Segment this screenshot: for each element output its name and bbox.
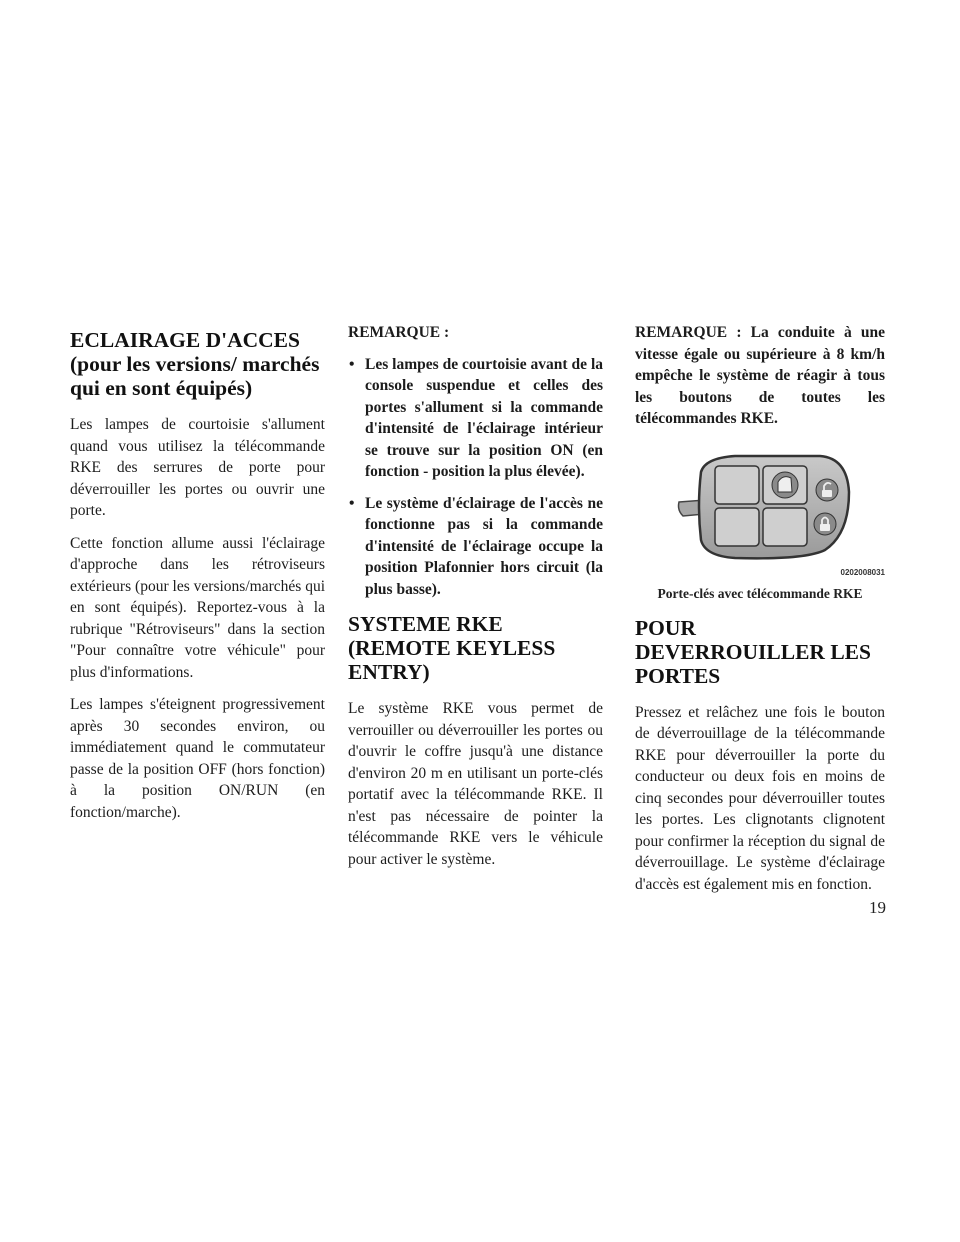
column-1 [70,322,325,834]
note-item: • Le système d'éclairage de l'accès ne fonctionne pas si la commande d'intensité de l'éclairage occupe la position Plafonnier hors circuit (la plus basse). [348,493,603,601]
note-item: • Les lampes de courtoisie avant de la console suspendue et celles des portes s'allument si la commande d'intensité de l'éclairage intérieur se trouve sur la position ON (en fonction - position la plus élevée). [348,354,603,483]
lock-icon [814,513,836,535]
section-heading-deverrouiller: POUR DEVERROUILLER LES PORTES [635,615,871,688]
trunk-icon [772,472,798,498]
figure-code: 0202008031 [840,567,885,577]
paragraph: Les lampes s'éteignent progressivement après 30 secondes environ, ou immédiatement quand le commutateur passe de la position OFF (hors fonction) à la position ON/RUN (en fonction/marche). [70,696,325,821]
paragraph: Le système RKE vous permet de verrouiller ou déverrouiller les portes ou d'ouvrir le coffre jusqu'à une distance d'environ 20 m en utilisant un porte-clés portatif avec la télécommande RKE. Il n'est pas nécessaire de pointer la télécommande RKE vers le véhicule pour activer le système. [348,700,603,868]
note-label: REMARQUE : [348,324,450,341]
column-2 [348,322,603,881]
unlock-icon [816,479,838,501]
key-fob-image [675,450,855,568]
page-number: 19 [869,898,886,917]
paragraph: Les lampes de courtoisie s'allument quand vous utilisez la télécommande RKE des serrures de porte pour déverrouiller les portes ou ouvrir une porte. [70,416,325,519]
paragraph: Pressez et relâchez une fois le bouton de déverrouillage de la télécommande RKE pour déverrouiller la porte du conducteur ou deux fois en moins de cinq secondes pour déverrouiller toutes les portes. Les clignotants clignotent pour confirmer la réception du signal de déverrouillage. Le système d'éclairage d'accès est également mis en fonction. [635,703,885,893]
figure [635,442,885,612]
note-list [348,354,603,601]
column-3 [635,322,885,906]
note-block: REMARQUE : La conduite à une vitesse égale ou supérieure à 8 km/h empêche le système de réagir à tous les boutons de toutes les télécommandes RKE. [635,324,885,427]
paragraph: Cette fonction allume aussi l'éclairage d'approche dans les rétroviseurs extérieurs (pour les versions/marchés qui en sont équipés). Reportez-vous à la rubrique "Rétroviseurs" dans la section "Pour connaître votre véhicule" pour plus d'informations. [70,534,325,681]
section-heading-rke: SYSTEME RKE (REMOTE KEYLESS ENTRY) [348,612,556,684]
section-heading-eclairage: ECLAIRAGE D'ACCES (pour les versions/ marchés qui en sont équipés) [70,328,320,400]
figure-caption: Porte-clés avec télécommande RKE [657,585,863,601]
